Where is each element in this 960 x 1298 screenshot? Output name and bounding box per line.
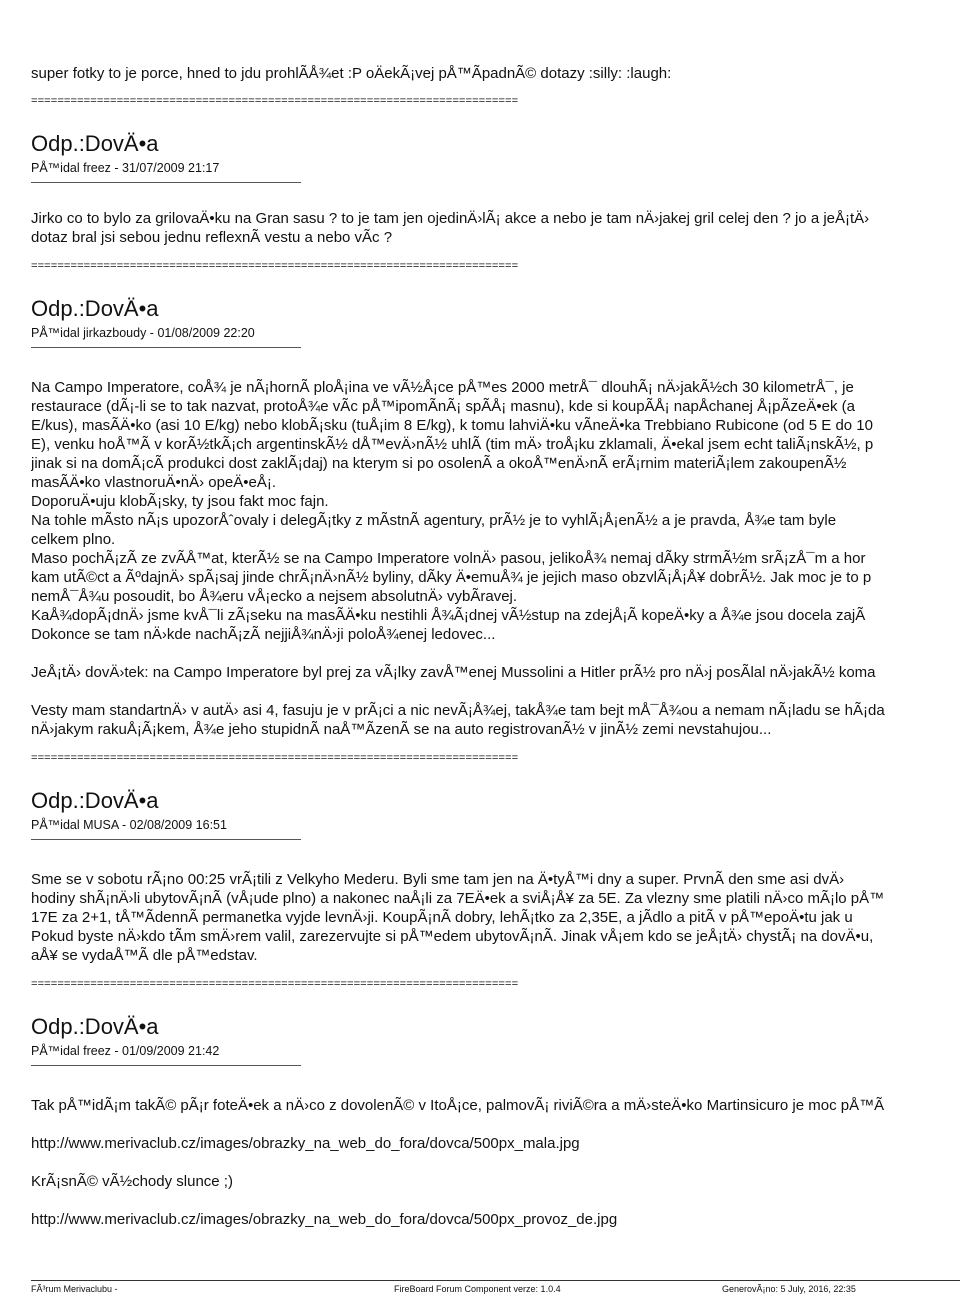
post-text-line: nÄ›jakym rakuÅ¡Ã¡kem, Å¾e jeho stupidnÃ naÅ™ÃzenÃ se na auto registrovanÃ½ v jinÃ½ zemi nevstahujou... [31,721,772,738]
post-header-divider [31,347,301,348]
post-text-line: E/kus), masÃÄ•ko (asi 10 E/kg) nebo klobÃ¡sku (tuÅ¡im 8 E/kg), k tomu lahviÄ•ku vÃneÄ•ka Trebbiano Rubicone (od 5 E do 10 [31,417,873,434]
post-text-line: Na Campo Imperatore, coÅ¾ je nÃ¡hornÃ ploÅ¡ina ve vÃ½Å¡ce pÅ™es 2000 metrÅ¯ dlouhÃ¡ nÄ›jakÃ½ch 30 kilometrÅ¯, je [31,379,854,396]
blank-line [31,1115,960,1134]
post-title: Odp.:DovÄ•a [31,1014,159,1039]
post-header-divider [31,1065,301,1066]
post-body [31,209,960,247]
separator: ========================================================================== [31,978,519,990]
post-text-line: nemÅ¯Å¾u posoudit, bo Å¾eru vÅ¡ecko a nejsem absolutnÄ› vybÃravej. [31,588,518,605]
page-footer [31,1280,960,1298]
post-author-date: PÅ™idal jirkazboudy - 01/08/2009 22:20 [31,326,255,340]
post-title: Odp.:DovÄ•a [31,131,159,156]
footer-component-version: FireBoard Forum Component verze: 1.0.4 [394,1284,561,1294]
post-text-line: Tak pÅ™idÃ¡m takÃ© pÃ¡r foteÄ•ek a nÄ›co z dovolenÃ© v ItoÅ¡ce, palmovÃ¡ riviÃ©ra a mÄ›steÄ•ko Martinsicuro je moc pÅ™Ã [31,1097,885,1114]
post-body [31,378,960,739]
post-text-line: hodiny shÃ¡nÄ›li ubytovÃ¡nÃ (vÅ¡ude plno) a nakonec naÅ¡li za 7EÄ•ek a sviÅ¡Å¥ za 5E. Za vlezny sme platili nÄ›co mÃ¡lo pÅ™ [31,890,885,907]
post-author-date: PÅ™idal freez - 31/07/2009 21:17 [31,161,220,175]
post-text-line: Na tohle mÃsto nÃ¡s upozorÅˆovaly i delegÃ¡tky z mÃstnÃ agentury, prÃ½ je to vyhlÃ¡Å¡enÃ½ a je pravda, Å¾e tam byle [31,512,837,529]
post-text-line: 17E za 2+1, tÅ™ÃdennÃ permanetka vyjde levnÄ›ji. KoupÃ¡nÃ dobry, lehÃ¡tko za 2,35E, a jÃdlo a pitÃ v pÅ™epoÄ•tu jak u [31,909,853,926]
post-text-line: celkem plno. [31,531,116,548]
footer-forum-name: FÃ³rum Merivaclubu - [31,1284,118,1294]
post-text-line: Pokud byste nÄ›kdo tÃm smÄ›rem valil, zarezervujte si pÅ™edem ubytovÃ¡nÃ. Jinak vÅ¡em kdo se jeÅ¡tÄ› chystÃ¡ na dovÄ•u, [31,928,874,945]
forum-thread [31,64,960,1229]
image-url-text: http://www.merivaclub.cz/images/obrazky_na_web_do_fora/dovca/500px_mala.jpg [31,1135,580,1152]
post-text-line: Sme se v sobotu rÃ¡no 00:25 vrÃ¡tili z Velkyho Mederu. Byli sme tam jen na Ä•tyÅ™i dny a super. PrvnÃ den sme asi dvÄ› [31,871,845,888]
post-body [31,870,960,965]
post-text-line: Maso pochÃ¡zÃ ze zvÃÅ™at, kterÃ½ se na Campo Imperatore volnÄ› pasou, jelikoÅ¾ nemaj dÃky strmÃ½m srÃ¡zÅ¯m a hor [31,550,866,567]
post-list [31,131,960,1229]
post-body [31,1096,960,1229]
post-author-date: PÅ™idal freez - 01/09/2009 21:42 [31,1044,220,1058]
footer-generated-date: GenerovÃ¡no: 5 July, 2016, 22:35 [722,1284,856,1294]
post-text-line: Dokonce se tam nÄ›kde nachÃ¡zÃ nejjiÅ¾nÄ›ji poloÅ¾enej ledovec... [31,626,496,643]
blank-line [31,644,960,663]
separator: ========================================================================== [31,95,519,107]
post-text-line: kam utÃ©ct a ÃºdajnÄ› spÃ¡saj jinde chrÃ¡nÄ›nÃ½ byliny, dÃky Ä•emuÅ¾ je jejich maso obzvlÃ¡Å¡Å¥ dobrÃ½. Jak moc je to p [31,569,872,586]
intro-text: super fotky to je porce, hned to jdu prohlÃÅ¾et :P oÄekÃ¡vej pÅ™ÃpadnÃ© dotazy :silly: :laugh: [31,65,672,82]
blank-line [31,682,960,701]
post [31,788,960,991]
post-text-line: KaÅ¾dopÃ¡dnÄ› jsme kvÅ¯li zÃ¡seku na masÃÄ•ku nestihli Å¾Ã¡dnej vÃ½stup na zdejÅ¡Ã kopeÄ•ky a Å¾e jsou docela zajÃ [31,607,866,624]
post-text-line: JeÅ¡tÄ› dovÄ›tek: na Campo Imperatore byl prej za vÃ¡lky zavÅ™enej Mussolini a Hitler prÃ½ pro nÄ›j posÃlal nÄ›jakÃ½ koma [31,664,876,681]
post-title: Odp.:DovÄ•a [31,788,159,813]
post-title: Odp.:DovÄ•a [31,296,159,321]
post-header-divider [31,182,301,183]
post [31,131,960,273]
post-text-line: DoporuÄ•uju klobÃ¡sky, ty jsou fakt moc fajn. [31,493,329,510]
post [31,1014,960,1229]
post-header-divider [31,839,301,840]
post-text-line: Jirko co to bylo za grilovaÄ•ku na Gran sasu ? to je tam jen ojedinÄ›lÃ¡ akce a nebo je tam nÄ›jakej gril celej den ? jo a jeÅ¡tÄ› [31,210,870,227]
image-url-text: http://www.merivaclub.cz/images/obrazky_na_web_do_fora/dovca/500px_provoz_de.jpg [31,1211,618,1228]
blank-line [31,1153,960,1172]
post [31,296,960,765]
post-text-line: E), venku hoÅ™Ã v korÃ½tkÃ¡ch argentinskÃ½ dÅ™evÄ›nÃ½ uhlÃ (tim mÄ› troÅ¡ku zklamali, Ä•ekal jsem echt taliÃ¡nskÃ½, p [31,436,874,453]
separator: ========================================================================== [31,752,519,764]
post-text-line: Vesty mam standartnÄ› v autÄ› asi 4, fasuju je v prÃ¡ci a nic nevÃ¡Å¾ej, takÅ¾e tam bejt mÅ¯Å¾ou a nemam nÃ¡ladu se hÃ¡da [31,702,885,719]
post-text-line: aÅ¥ se vydaÅ™Ã dle pÅ™edstav. [31,947,258,964]
blank-line [31,1191,960,1210]
separator: ========================================================================== [31,260,519,272]
post-author-date: PÅ™idal MUSA - 02/08/2009 16:51 [31,818,227,832]
post-text-line: masÃÄ•ko vlastnoruÄ•nÄ› opeÄ•eÅ¡. [31,474,277,491]
post-text-line: KrÃ¡snÃ© vÃ½chody slunce ;) [31,1173,233,1190]
post-text-line: restaurace (dÃ¡-li se to tak nazvat, protoÅ¾e vÃc pÅ™ipomÃnÃ¡ spÃÅ¡ masnu), kde si koupÃÅ¡ napÅchanej Å¡pÃzeÄ•ek (a [31,398,855,415]
post-text-line: jinak si na domÃ¡cÃ produkci dost zaklÃ¡daj) na kterym si po osolenÃ a okoÅ™enÄ›nÃ erÃ¡rnim materiÃ¡lem zakoupenÃ½ [31,455,847,472]
post-text-line: dotaz bral jsi sebou jednu reflexnÃ vestu a nebo vÃc ? [31,229,393,246]
